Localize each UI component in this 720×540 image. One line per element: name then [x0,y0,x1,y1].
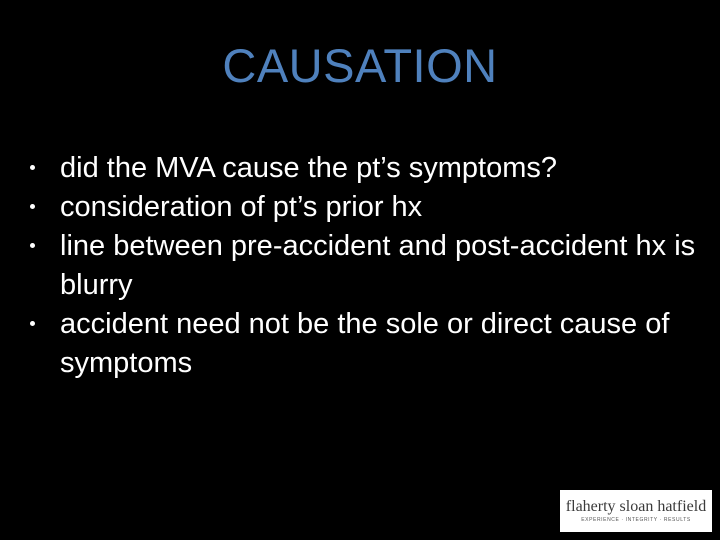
bullet-text: consideration of pt’s prior hx [60,191,423,223]
logo-name: flaherty sloan hatfield [565,498,707,515]
slide-title: CAUSATION [222,39,498,92]
bullet-list [30,149,700,383]
bullet-item [30,149,700,188]
logo-tagline: EXPERIENCE · INTEGRITY · RESULTS [581,517,691,523]
bullet-dot-icon [30,165,35,170]
bullet-item [30,305,700,383]
bullet-item [30,227,700,305]
bullet-text: line between pre-accident and post-accident hx is blurry [60,230,696,301]
firm-logo [560,490,712,532]
bullet-item [30,188,700,227]
bullet-dot-icon [30,204,35,209]
bullet-dot-icon [30,321,35,326]
bullet-dot-icon [30,243,35,248]
bullet-text: did the MVA cause the pt’s symptoms? [60,152,558,184]
bullet-text: accident need not be the sole or direct cause of symptoms [60,308,670,379]
